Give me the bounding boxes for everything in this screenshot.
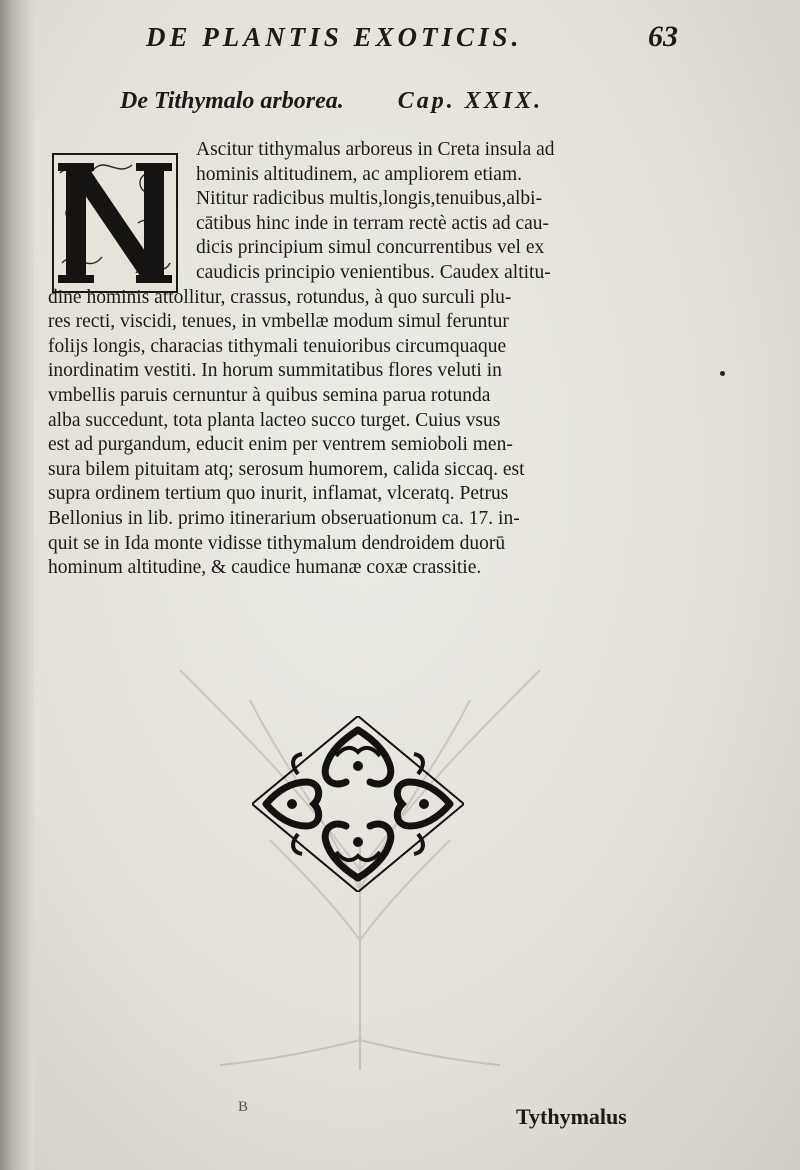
- text-line: inordinatim vestiti. In horum summitatibus flores veluti in: [48, 360, 502, 382]
- text-line: Nititur radicibus multis,longis,tenuibus,albi-: [196, 188, 543, 210]
- chapter-number: Cap. XXIX.: [397, 88, 544, 114]
- signature-mark: B: [238, 1099, 249, 1115]
- text-line: folijs longis, characias tithymali tenuioribus circumquaque: [48, 335, 507, 357]
- chapter-heading: [120, 88, 610, 115]
- chapter-title: De Tithymalo arborea.: [120, 88, 344, 114]
- fleuron-ornament: [252, 716, 464, 892]
- text-line: est ad purgandum, educit enim per ventrem semioboli men-: [48, 434, 513, 456]
- text-line: caudicis principio venientibus. Caudex altitu-: [196, 261, 551, 283]
- text-line: dicis principium simul concurrentibus vel ex: [196, 237, 545, 259]
- text-line: Bellonius in lib. primo itinerarium obseruationum ca. 17. in-: [48, 507, 520, 529]
- text-line: hominis altitudinem, ac ampliorem etiam.: [196, 163, 523, 185]
- text-line: Ascitur tithymalus arboreus in Creta insula ad: [196, 139, 555, 160]
- text-line: hominum altitudine, & caudice humanæ coxæ crassitie.: [48, 557, 482, 579]
- body-text: [48, 138, 688, 581]
- text-line: res recti, viscidi, tenues, in vmbellæ modum simul feruntur: [48, 311, 509, 333]
- page-gutter-shadow: [0, 0, 34, 1170]
- text-line: cātibus hinc inde in terram rectè actis ad cau-: [196, 212, 549, 234]
- text-line: quit se in Ida monte vidisse tithymalum dendroidem duorū: [48, 532, 506, 554]
- ink-spot: [720, 371, 725, 376]
- text-line: dine hominis attollitur, crassus, rotundus, à quo surculi plu-: [48, 286, 512, 308]
- catchword: Tythymalus: [516, 1104, 627, 1129]
- page-number: 63: [648, 20, 678, 53]
- running-title: DE PLANTIS EXOTICIS.: [146, 22, 523, 52]
- text-line: vmbellis paruis cernuntur à quibus semina parua rotunda: [48, 384, 491, 406]
- text-line: supra ordinem tertium quo inurit, inflamat, vlceratq. Petrus: [48, 483, 509, 505]
- text-line: sura bilem pituitam atq; serosum humorem, calida siccaq. est: [48, 458, 525, 480]
- text-line: alba succedunt, tota planta lacteo succo turget. Cuius vsus: [48, 409, 501, 431]
